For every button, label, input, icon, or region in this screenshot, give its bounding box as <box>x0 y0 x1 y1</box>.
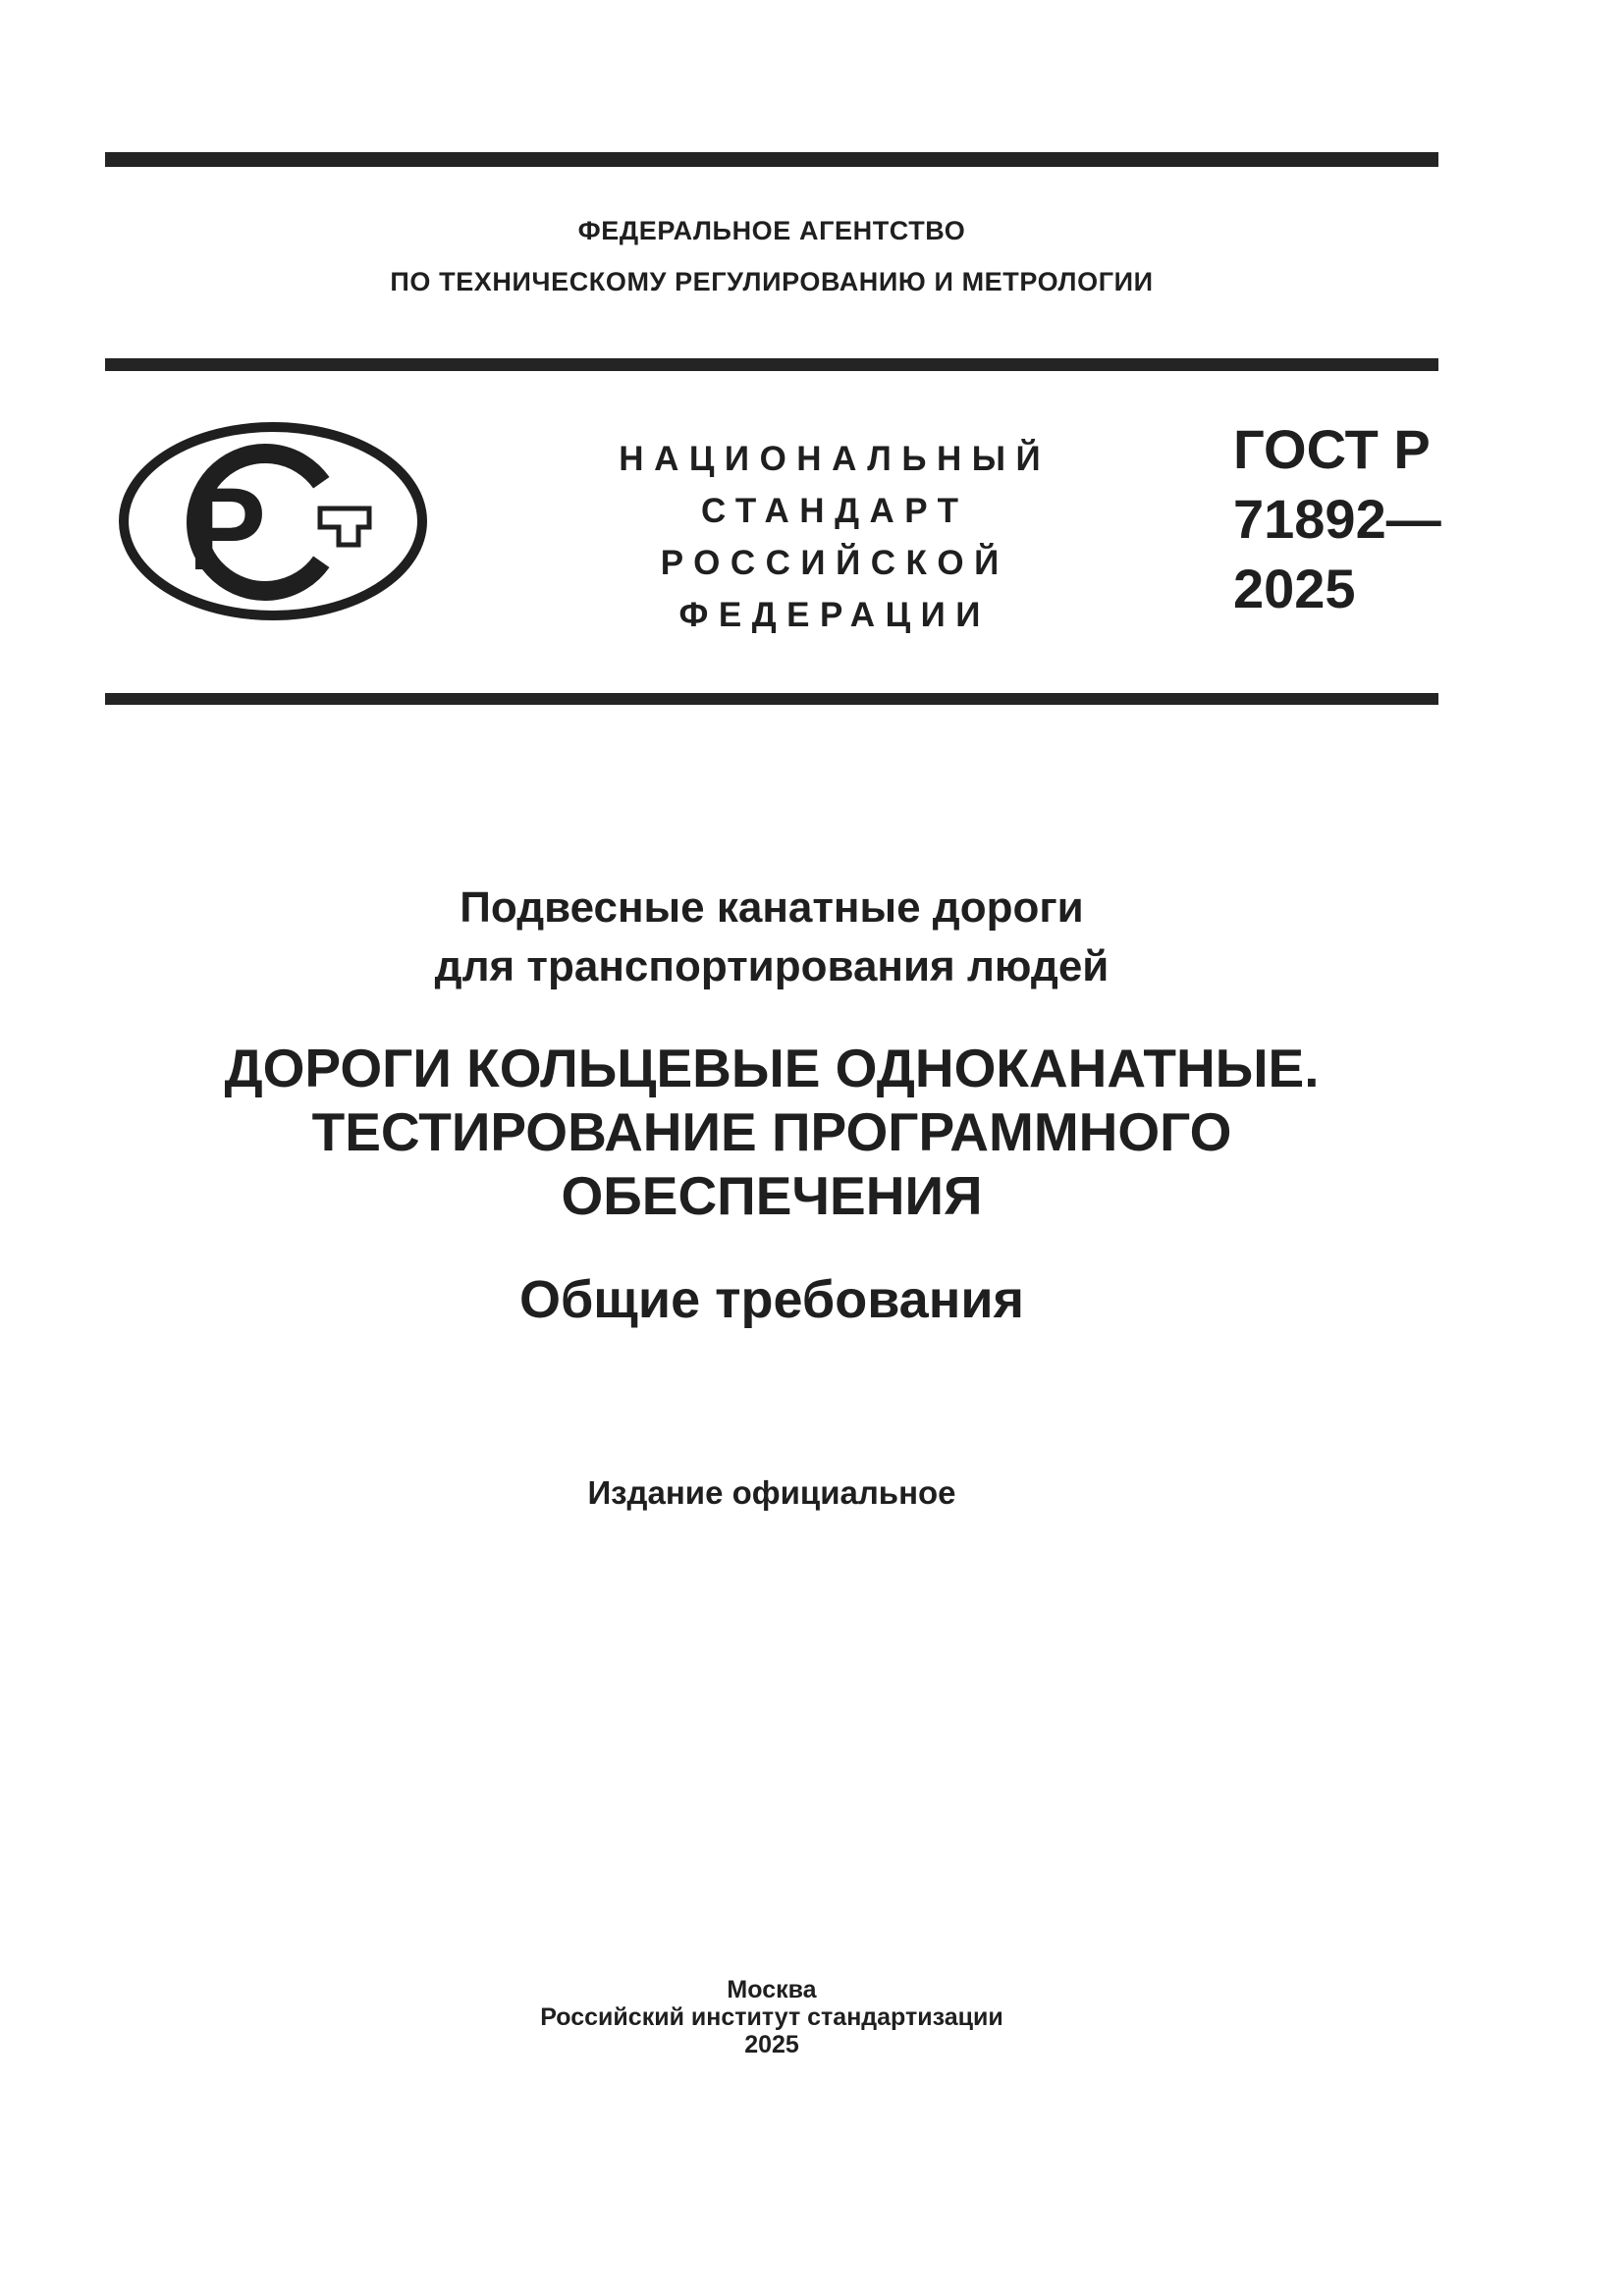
standard-type-block <box>452 433 1208 641</box>
standard-subtitle: Общие требования <box>518 1270 1025 1329</box>
main-title-line2: ТЕСТИРОВАНИЕ ПРОГРАММНОГО <box>311 1101 1232 1162</box>
standard-type-line: РОССИЙСКОЙ <box>660 544 1009 582</box>
imprint-block <box>105 1976 1438 2058</box>
agency-name-line1: ФЕДЕРАЛЬНОЕ АГЕНТСТВО <box>577 216 966 245</box>
imprint-city: Москва <box>727 1976 817 2003</box>
main-title-line1: ДОРОГИ КОЛЬЦЕВЫЕ ОДНОКАНАТНЫЕ. <box>224 1038 1320 1098</box>
header-middle-rule <box>105 358 1438 371</box>
standard-designation <box>1233 414 1441 623</box>
main-title-line3: ОБЕСПЕЧЕНИЯ <box>561 1165 983 1226</box>
standard-type-line: НАЦИОНАЛЬНЫЙ <box>619 440 1052 478</box>
designation-year: 2025 <box>1233 558 1356 619</box>
imprint-publisher: Российский институт стандартизации <box>540 2003 1003 2031</box>
standard-object-line2: для транспортирования людей <box>434 942 1110 990</box>
official-edition-note: Издание официальное <box>587 1474 956 1511</box>
top-rule <box>105 152 1438 167</box>
designation-prefix: ГОСТ Р <box>1233 418 1431 480</box>
designation-number: 71892— <box>1233 488 1441 550</box>
standard-object-line1: Подвесные канатные дороги <box>460 883 1084 932</box>
logo-letter-t <box>320 508 369 545</box>
standard-type-line: СТАНДАРТ <box>700 492 969 530</box>
logo-letter-p: Р <box>188 463 267 595</box>
rosstandart-rst-logo-icon <box>116 417 432 625</box>
standard-object-title <box>105 879 1438 996</box>
standard-main-title <box>105 1037 1438 1228</box>
agency-name-line2: ПО ТЕХНИЧЕСКОМУ РЕГУЛИРОВАНИЮ И МЕТРОЛОГИИ <box>390 267 1154 296</box>
imprint-year: 2025 <box>744 2031 799 2058</box>
header-bottom-rule <box>105 693 1438 705</box>
standard-type-line: ФЕДЕРАЦИИ <box>678 596 991 634</box>
